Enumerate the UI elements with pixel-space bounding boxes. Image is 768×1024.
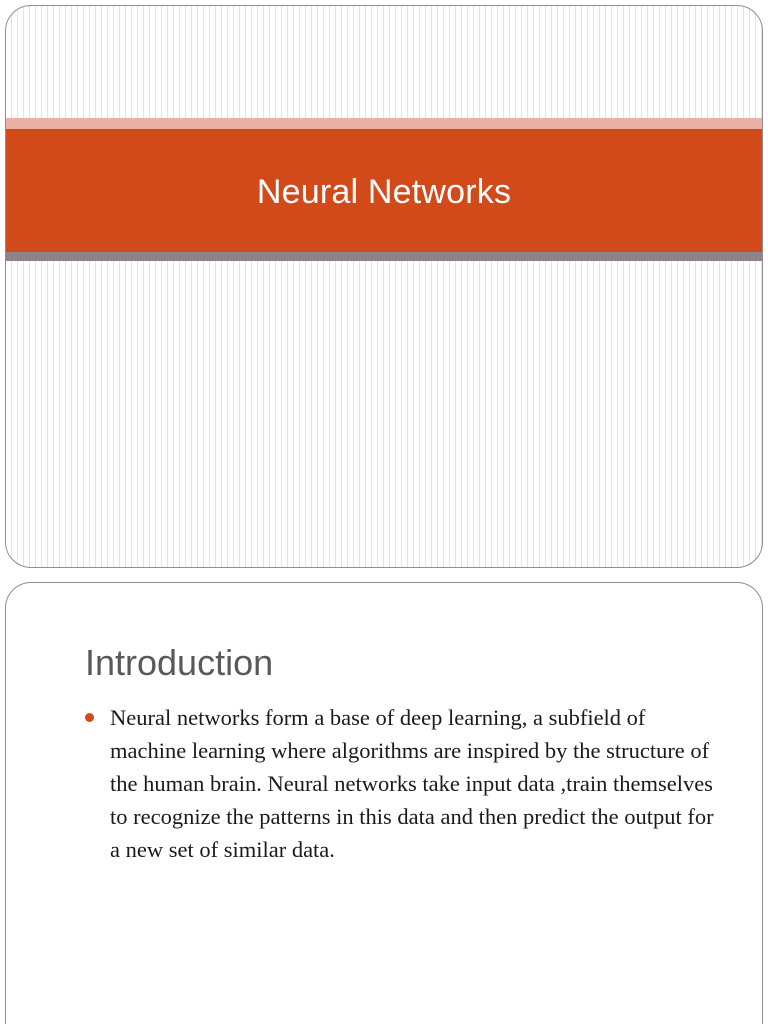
bullet-list bbox=[85, 701, 725, 866]
bullet-dot-icon bbox=[85, 713, 94, 722]
title-band-top-stripe bbox=[6, 118, 762, 129]
title-band bbox=[6, 129, 762, 252]
slide-title: Neural Networks bbox=[256, 173, 512, 211]
title-slide bbox=[5, 5, 763, 568]
bullet-item bbox=[85, 701, 725, 866]
section-heading: Introduction bbox=[85, 642, 274, 683]
title-band-bottom-stripe bbox=[6, 252, 762, 261]
bullet-text: Neural networks form a base of deep learning, a subfield of machine learning where algorithms are inspired by the structure of the human brain. Neural networks take input data ,train themselves to recognize the patterns in this data and then predict the output for a new set of similar data. bbox=[110, 705, 714, 862]
content-slide bbox=[5, 582, 763, 1024]
